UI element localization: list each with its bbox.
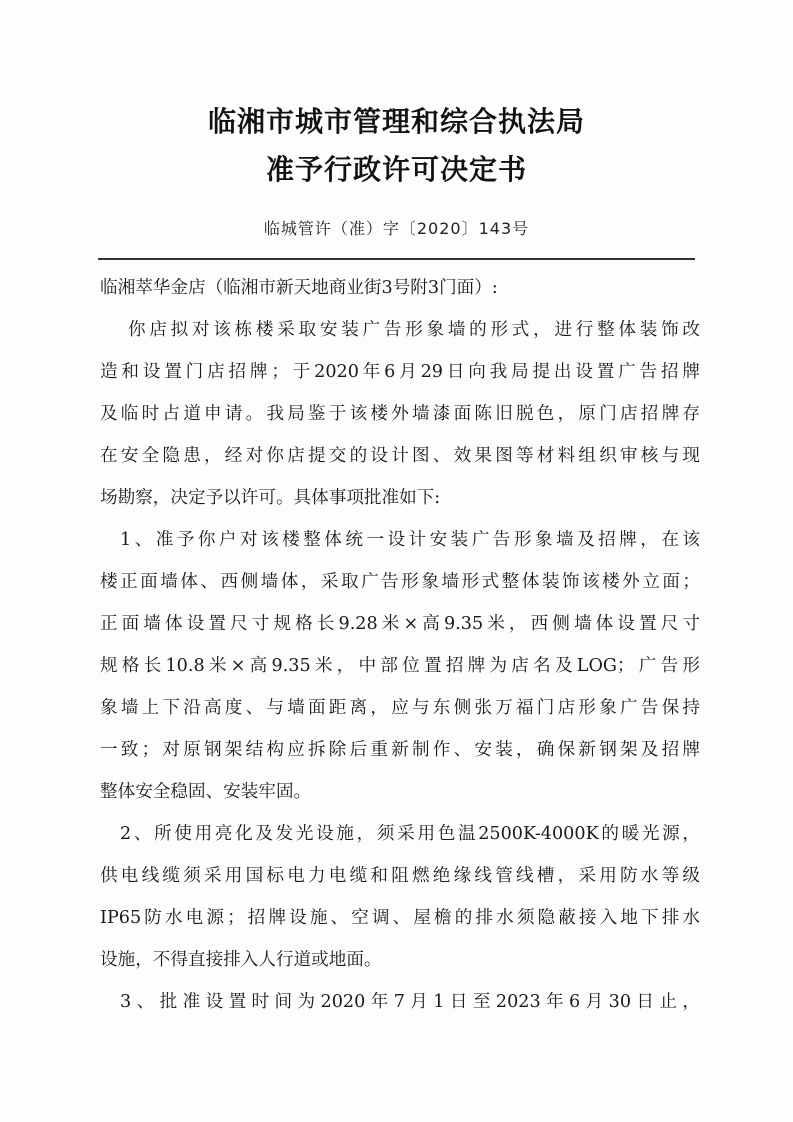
document-subtitle: 准予行政许可决定书 [265, 153, 527, 186]
addressee-line: 临湘萃华金店（临湘市新天地商业街3号附3门面）: [100, 278, 498, 298]
item-1-line: 一致；对原钢架结构应拆除后重新制作、安装，确保新钢架及招牌 [100, 740, 700, 760]
paragraph-line: 你店拟对该栋楼采取安装广告形象墙的形式，进行整体装饰改 [128, 320, 700, 340]
item-2-line: 设施，不得直接排入人行道或地面。 [100, 950, 382, 970]
paragraph-line: 在安全隐患，经对你店提交的设计图、效果图等材料组织审核与现 [100, 446, 700, 466]
item-1-line: 整体安全稳固、安装牢固。 [100, 782, 312, 802]
item-1-line: 象墙上下沿高度、与墙面距离，应与东侧张万福门店形象广告保持 [100, 698, 700, 718]
item-1-line: 1、准予你户对该楼整体统一设计安装广告形象墙及招牌，在该 [120, 530, 700, 550]
item-3-line: 3、批准设置时间为2020年7月1日至2023年6月30日止， [120, 992, 700, 1012]
paragraph-line: 造和设置门店招牌；于2020年6月29日向我局提出设置广告招牌 [100, 362, 700, 382]
document-number: 临城管许（准）字〔2020〕143号 [263, 219, 530, 238]
item-1-line: 楼正面墙体、西侧墙体，采取广告形象墙形式整体装饰该楼外立面； [100, 572, 700, 592]
document-title: 临湘市城市管理和综合执法局 [207, 105, 585, 138]
item-1-line: 正面墙体设置尺寸规格长9.28米×高9.35米，西侧墙体设置尺寸 [100, 614, 700, 634]
item-2-line: 供电线缆须采用国标电力电缆和阻燃绝缘线管线槽，采用防水等级 [100, 866, 700, 886]
item-2-line: IP65防水电源；招牌设施、空调、屋檐的排水须隐蔽接入地下排水 [100, 908, 700, 928]
header-divider [98, 258, 695, 260]
item-2-line: 2、所使用亮化及发光设施，须采用色温2500K-4000K的暖光源， [120, 824, 700, 844]
paragraph-line: 场勘察，决定予以许可。具体事项批准如下: [100, 488, 441, 508]
item-1-line: 规格长10.8米×高9.35米，中部位置招牌为店名及LOG；广告形 [100, 656, 700, 676]
paragraph-line: 及临时占道申请。我局鉴于该楼外墙漆面陈旧脱色，原门店招牌存 [100, 404, 700, 424]
